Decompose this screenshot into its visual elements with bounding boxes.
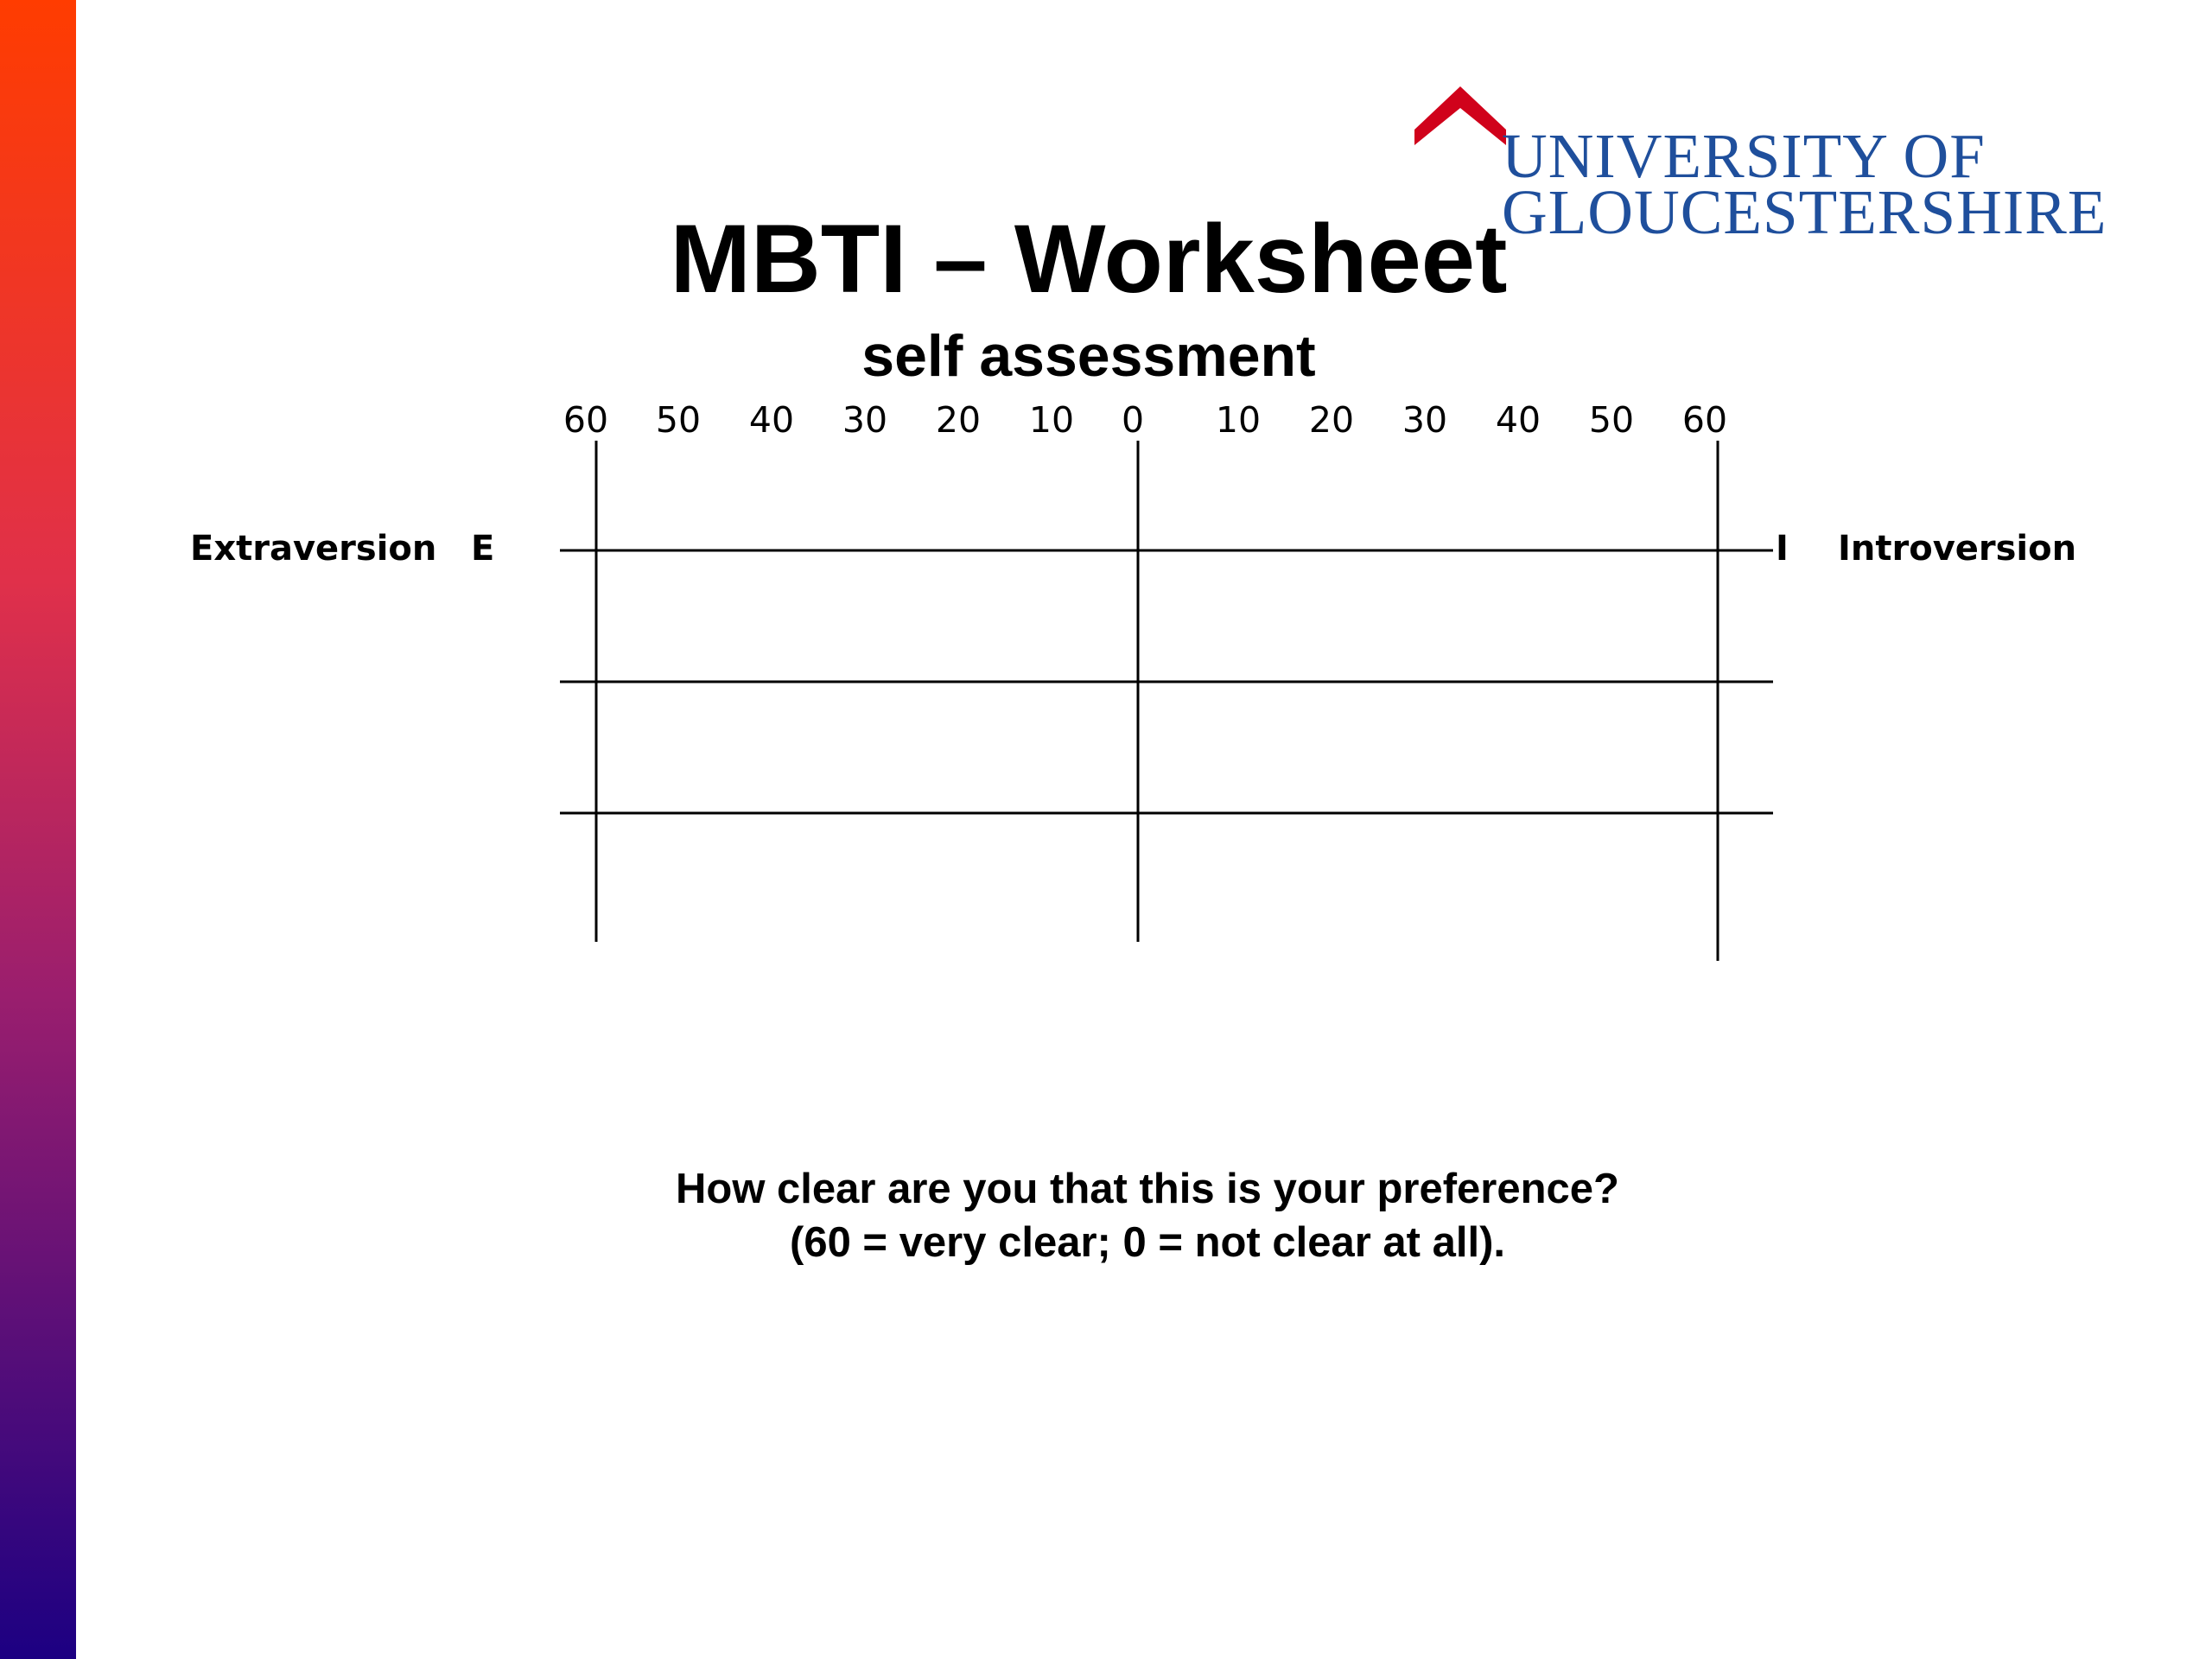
- left-pole-letter: E: [471, 529, 495, 569]
- logo-line-1: UNIVERSITY OF: [1502, 121, 1986, 191]
- tick-label-5: 10: [1028, 399, 1075, 441]
- page-subtitle: self assessment: [861, 323, 1316, 389]
- tick-label-11: 50: [1588, 399, 1635, 441]
- tick-label-3: 30: [842, 399, 888, 441]
- logo-line-2: GLOUCESTERSHIRE: [1502, 177, 2107, 247]
- scale-row-1: [190, 529, 2076, 569]
- tick-label-7: 10: [1215, 399, 1262, 441]
- page-title: MBTI – Worksheet: [670, 205, 1508, 313]
- preference-question: [0, 1162, 2212, 1269]
- tick-label-4: 20: [935, 399, 982, 441]
- tick-label-0: 60: [563, 399, 609, 441]
- tick-label-9: 30: [1402, 399, 1448, 441]
- question-line-2: (60 = very clear; 0 = not clear at all).: [790, 1219, 1505, 1266]
- tick-label-10: 40: [1495, 399, 1541, 441]
- tick-label-1: 50: [655, 399, 702, 441]
- tick-label-6: 0: [1121, 399, 1145, 441]
- left-pole-label: Extraversion: [190, 529, 437, 569]
- tick-labels: [563, 399, 1727, 441]
- right-pole-label: Introversion: [1838, 529, 2077, 569]
- question-line-1: How clear are you that this is your preference?: [676, 1166, 1619, 1212]
- tick-label-8: 20: [1308, 399, 1355, 441]
- tick-label-12: 60: [1681, 399, 1728, 441]
- grid-lines: [560, 441, 1773, 961]
- tick-label-2: 40: [748, 399, 795, 441]
- right-pole-letter: I: [1776, 529, 1789, 569]
